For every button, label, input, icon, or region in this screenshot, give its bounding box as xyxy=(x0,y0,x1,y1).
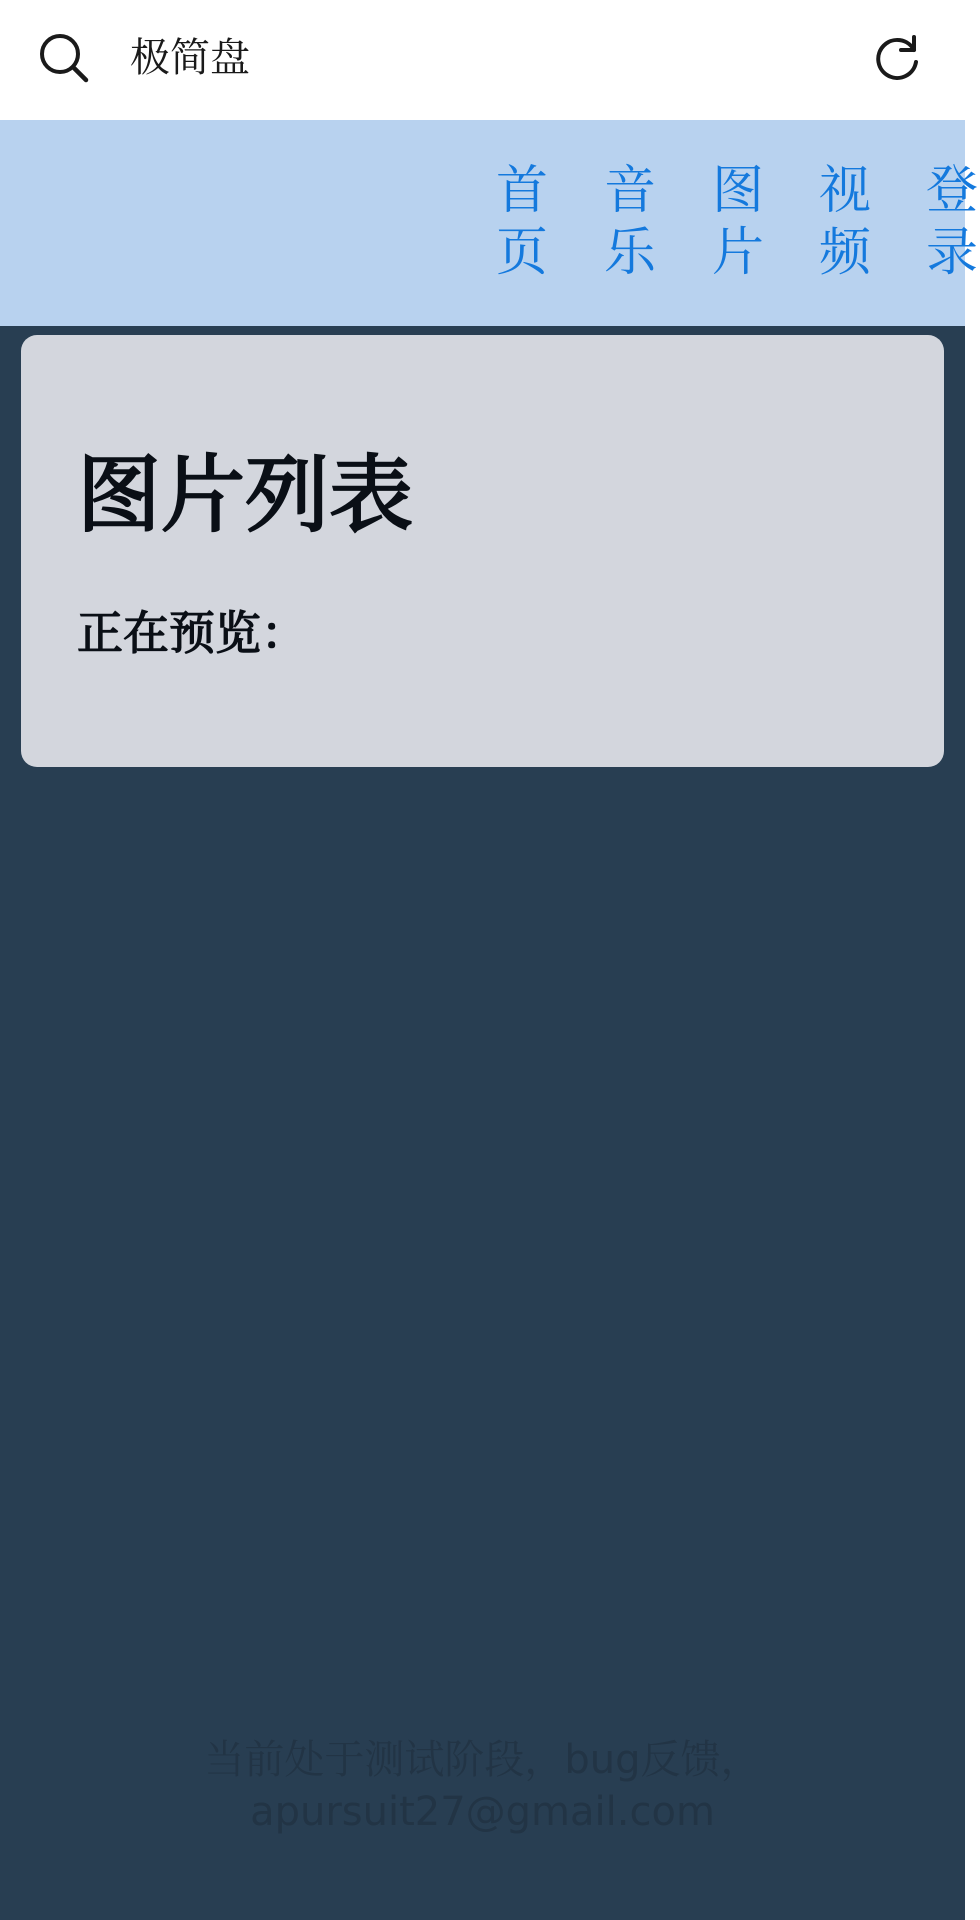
nav-item-login[interactable] xyxy=(924,160,980,284)
main-nav xyxy=(0,120,978,326)
footer-contact-email[interactable]: apursuit27@gmail.com xyxy=(250,1789,715,1835)
footer-notice xyxy=(0,1734,965,1838)
nav-item-video-line1: 视 xyxy=(818,161,871,221)
page-title: 图片列表 xyxy=(77,446,414,544)
refresh-icon[interactable] xyxy=(872,32,924,84)
nav-item-music-line2: 乐 xyxy=(603,223,656,283)
page-body xyxy=(0,120,978,1920)
preview-label: 正在预览： xyxy=(77,606,307,660)
nav-item-home-line1: 首 xyxy=(495,161,548,221)
nav-item-pictures-line1: 图 xyxy=(711,161,764,221)
search-icon[interactable] xyxy=(38,32,90,84)
nav-item-login-line2: 录 xyxy=(925,223,978,283)
nav-item-music[interactable] xyxy=(602,160,658,284)
nav-item-video[interactable] xyxy=(817,160,873,284)
picture-list-card xyxy=(21,335,944,767)
nav-item-music-line1: 音 xyxy=(603,161,656,221)
nav-item-home-line2: 页 xyxy=(495,223,548,283)
nav-item-login-line1: 登 xyxy=(925,161,978,221)
site-title[interactable]: 极简盘 xyxy=(130,35,250,81)
nav-item-home[interactable] xyxy=(494,160,550,284)
nav-item-video-line2: 频 xyxy=(818,223,871,283)
browser-top-bar xyxy=(0,0,965,120)
nav-item-pictures[interactable] xyxy=(710,160,766,284)
nav-item-pictures-line2: 片 xyxy=(711,223,764,283)
footer-notice-line1: 当前处于测试阶段，bug反馈， xyxy=(204,1737,761,1783)
